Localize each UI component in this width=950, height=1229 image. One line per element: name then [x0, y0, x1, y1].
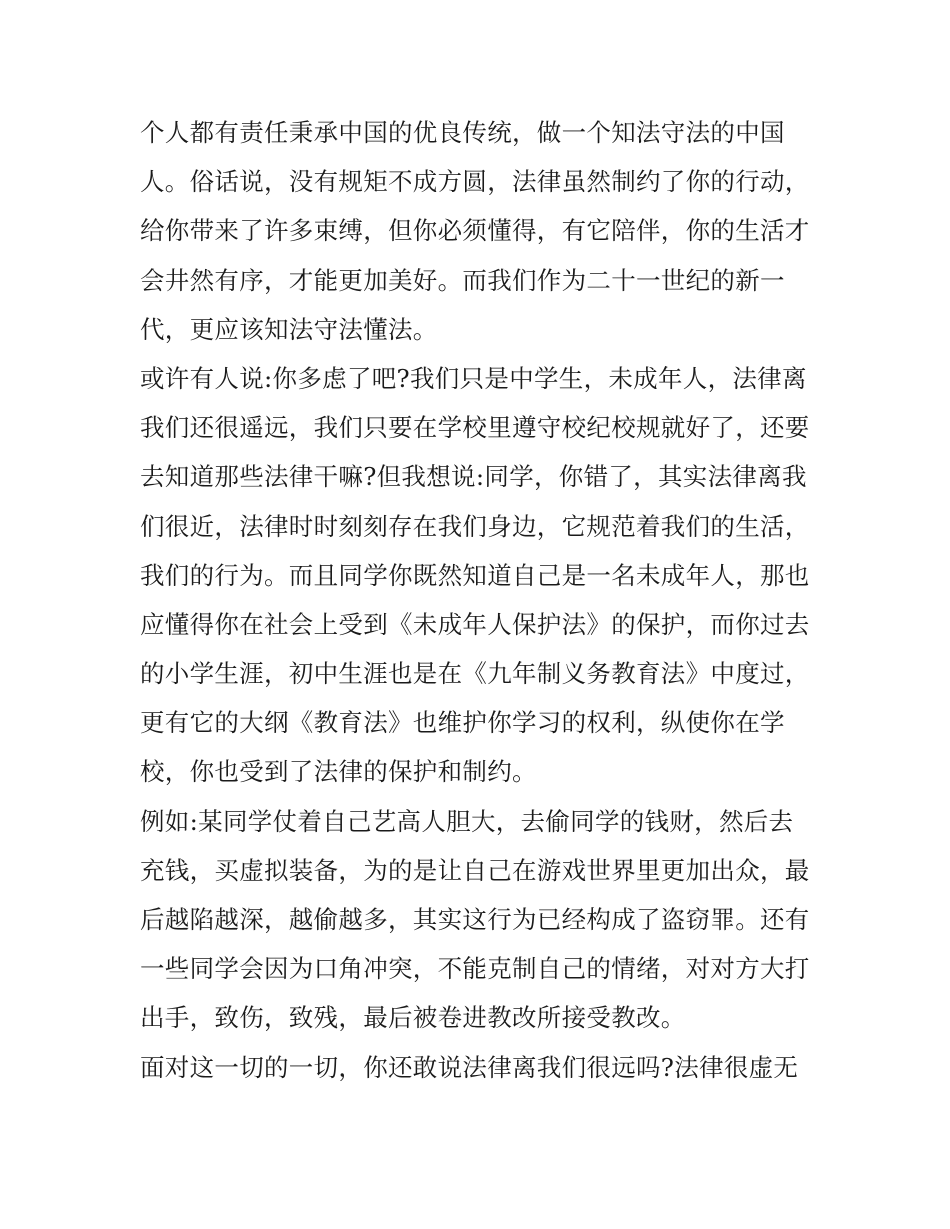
text-line-18: 一些同学会因为口角冲突，不能克制自己的情绪，对对方大打 [140, 954, 810, 984]
text-line-5: 代，更应该知法守法懂法。 [140, 314, 438, 344]
text-line-20: 面对这一切的一切，你还敢说法律离我们很远吗?法律很虚无 [140, 1052, 799, 1082]
text-line-12: 的小学生涯，初中生涯也是在《九年制义务教育法》中度过， [140, 659, 810, 689]
text-line-1: 个人都有责任秉承中国的优良传统，做一个知法守法的中国 [140, 118, 785, 147]
text-line-8: 去知道那些法律干嘛?但我想说:同学，你错了，其实法律离我 [140, 462, 807, 492]
text-line-17: 后越陷越深，越偷越多，其实这行为已经构成了盗窃罪。还有 [140, 905, 810, 934]
text-line-3: 给你带来了许多束缚，但你必须懂得，有它陪伴，你的生活才 [140, 216, 810, 246]
text-line-9: 们很近，法律时时刻刻存在我们身边，它规范着我们的生活， [140, 511, 810, 541]
text-line-10: 我们的行为。而且同学你既然知道自己是一名未成年人，那也 [140, 560, 810, 590]
text-line-7: 我们还很遥远，我们只要在学校里遵守校纪校规就好了，还要 [140, 413, 810, 443]
text-line-15: 例如:某同学仗着自己艺高人胆大，去偷同学的钱财，然后去 [140, 806, 794, 836]
text-line-11: 应懂得你在社会上受到《未成年人保护法》的保护，而你过去 [140, 609, 810, 639]
text-line-4: 会井然有序，才能更加美好。而我们作为二十一世纪的新一 [140, 265, 785, 295]
body-text [140, 108, 830, 1092]
text-line-19: 出手，致伤，致残，最后被卷进教改所接受教改。 [140, 1003, 686, 1033]
text-line-6: 或许有人说:你多虑了吧?我们只是中学生，未成年人，法律离 [140, 363, 807, 393]
text-line-2: 人。俗话说，没有规矩不成方圆，法律虽然制约了你的行动， [140, 167, 810, 197]
text-line-13: 更有它的大纲《教育法》也维护你学习的权利，纵使你在学 [140, 708, 785, 738]
text-line-14: 校，你也受到了法律的保护和制约。 [140, 757, 537, 787]
text-line-16: 充钱，买虚拟装备，为的是让自己在游戏世界里更加出众，最 [140, 855, 810, 885]
